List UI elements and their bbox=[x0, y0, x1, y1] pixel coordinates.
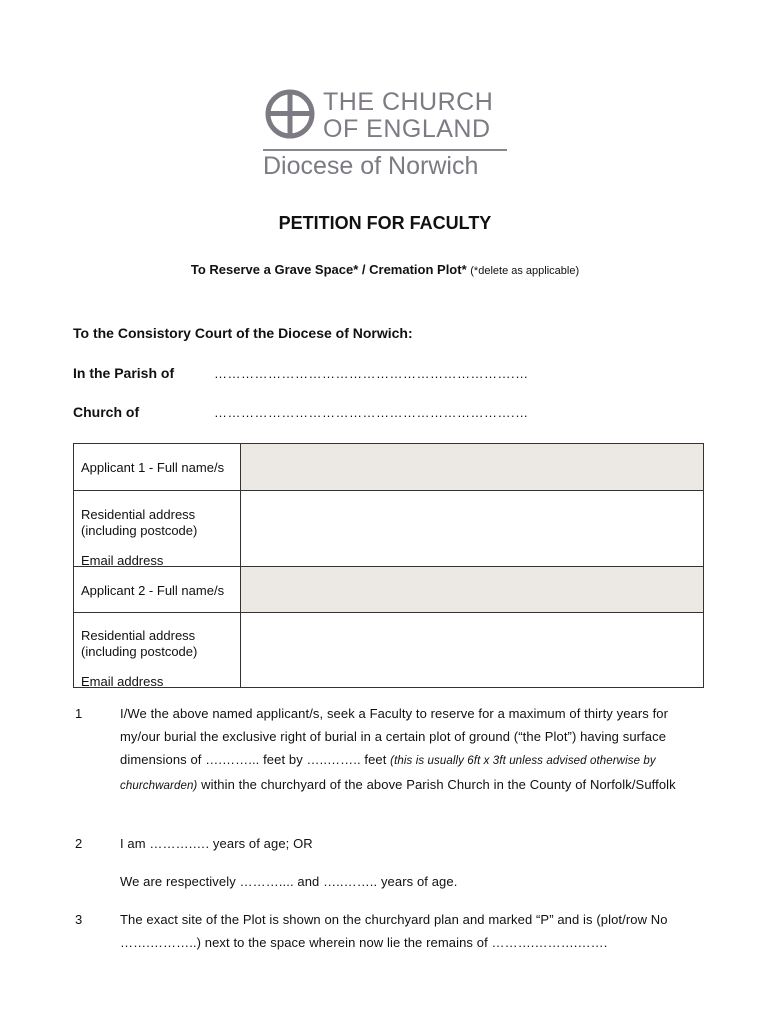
applicant2-name-label: Applicant 2 - Full name/s bbox=[74, 567, 241, 612]
logo-divider bbox=[263, 149, 507, 151]
logo-diocese: Diocese of Norwich bbox=[263, 152, 479, 180]
item-3-number: 3 bbox=[75, 912, 83, 927]
item-3-text: The exact site of the Plot is shown on the churchyard plan and marked “P” and is (plot/row No …….………..) next to the space wherein now lie the remains of ……….……….……. bbox=[120, 912, 668, 950]
cross-circle-icon bbox=[263, 87, 317, 141]
item-2-line-1: I am ……….…. years of age; OR bbox=[120, 836, 313, 851]
item-2-number: 2 bbox=[75, 836, 83, 851]
applicant1-address-label: Residential address (including postcode) bbox=[81, 507, 198, 538]
applicant1-name-label: Applicant 1 - Full name/s bbox=[74, 444, 241, 490]
applicant2-address-label: Residential address (including postcode) bbox=[81, 628, 198, 659]
church-label: Church of bbox=[73, 404, 140, 420]
applicant2-address-field[interactable] bbox=[241, 613, 703, 687]
applicant2-name-field[interactable] bbox=[241, 567, 703, 612]
table-row-applicant1-name bbox=[74, 444, 703, 491]
applicant2-email-label: Email address bbox=[81, 674, 164, 689]
parish-field[interactable]: ………………………………………………………….… bbox=[214, 366, 529, 381]
applicant1-address-field[interactable] bbox=[241, 491, 703, 566]
applicants-table bbox=[73, 443, 704, 688]
logo-line-2: OF ENGLAND bbox=[323, 115, 491, 143]
item-1-text bbox=[120, 702, 700, 798]
document-title: PETITION FOR FACULTY bbox=[278, 213, 492, 233]
applicant2-address-label-cell bbox=[74, 613, 241, 687]
subtitle-note: (*delete as applicable) bbox=[470, 265, 580, 277]
table-row-applicant2-name bbox=[74, 567, 703, 613]
parish-label: In the Parish of bbox=[73, 365, 175, 381]
applicant1-email-label: Email address bbox=[81, 553, 164, 568]
applicant1-name-field[interactable] bbox=[241, 444, 703, 490]
item-2-line-2: We are respectively ……….... and …..…….. years of age. bbox=[120, 874, 458, 889]
item-1-text-b: within the churchyard of the above Parish Church in the County of Norfolk/Suffolk bbox=[197, 777, 676, 792]
item-1-number: 1 bbox=[75, 706, 83, 721]
subtitle-main: To Reserve a Grave Space* / Cremation Plot* bbox=[190, 262, 467, 277]
church-field[interactable]: ………………………………………………………….… bbox=[214, 405, 529, 420]
logo-line-1: THE CHURCH bbox=[323, 88, 494, 116]
document-subtitle bbox=[0, 262, 770, 277]
church-of-england-logo bbox=[263, 85, 513, 185]
court-heading: To the Consistory Court of the Diocese of Norwich: bbox=[73, 325, 413, 341]
item-1-text-a: I/We the above named applicant/s, seek a Faculty to reserve for a maximum of thirty years for my/our burial the exclusive right of burial in a certain plot of ground (“the Plot”) having surface dimensions of ….……... feet by …..…….. feet bbox=[120, 706, 669, 767]
item-1-italic-note: (this is usually 6ft x 3ft unless advised otherwise by churchwarden) bbox=[120, 755, 656, 792]
table-row-applicant1-address bbox=[74, 491, 703, 567]
table-row-applicant2-address bbox=[74, 613, 703, 687]
applicant1-address-label-cell bbox=[74, 491, 241, 566]
